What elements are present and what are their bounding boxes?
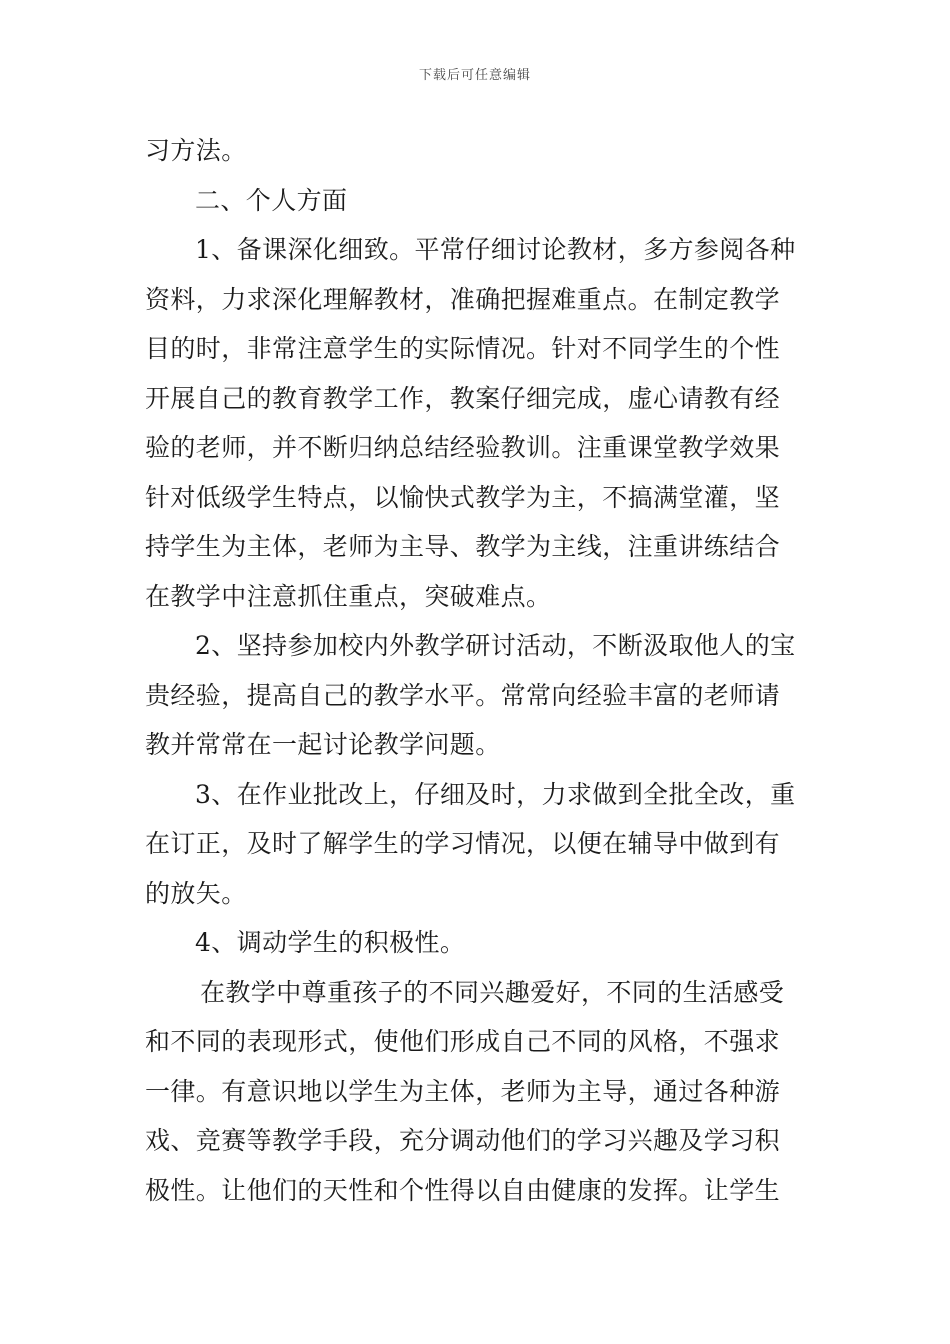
text-line: 目的时，非常注意学生的实际情况。针对不同学生的个性 [145,334,781,363]
text-line: 验的老师，并不断归纳总结经验教训。注重课堂教学效果 [145,433,781,462]
text-line: 2、坚持参加校内外教学研讨活动，不断汲取他人的宝 [195,631,796,660]
text-line: 持学生为主体，老师为主导、教学为主线，注重讲练结合 [145,532,781,561]
text-line: 3、在作业批改上，仔细及时，力求做到全批全改，重 [195,779,796,809]
text-line: 的放矢。 [145,878,247,908]
text-line: 在订正，及时了解学生的学习情况，以便在辅导中做到有 [145,829,781,858]
text-line: 针对低级学生特点，以愉快式教学为主，不搞满堂灌，坚 [145,482,781,512]
text-line: 4、调动学生的积极性。 [195,928,466,957]
section-heading: 二、个人方面 [195,185,348,215]
text-line: 开展自己的教育教学工作，教案仔细完成，虚心请教有经 [145,383,781,413]
text-line: 和不同的表现形式，使他们形成自己不同的风格，不强求 [145,1027,781,1056]
text-line: 习方法。 [145,136,247,165]
text-line: 1、备课深化细致。平常仔细讨论教材，多方参阅各种 [195,235,796,264]
text-line: 在教学中尊重孩子的不同兴趣爱好，不同的生活感受 [200,977,785,1007]
text-line: 贵经验，提高自己的教学水平。常常向经验丰富的老师请 [145,680,781,710]
text-line: 戏、竞赛等教学手段，充分调动他们的学习兴趣及学习积 [145,1126,781,1155]
page-header: 下载后可任意编辑 [418,68,531,83]
text-line: 在教学中注意抓住重点，突破难点。 [145,581,552,611]
text-line: 教并常常在一起讨论教学问题。 [145,730,501,759]
document-body [145,126,815,1215]
text-line: 一律。有意识地以学生为主体，老师为主导，通过各种游 [145,1076,781,1106]
text-line: 极性。让他们的天性和个性得以自由健康的发挥。让学生 [145,1175,781,1205]
text-line: 资料，力求深化理解教材，准确把握难重点。在制定教学 [145,284,781,314]
